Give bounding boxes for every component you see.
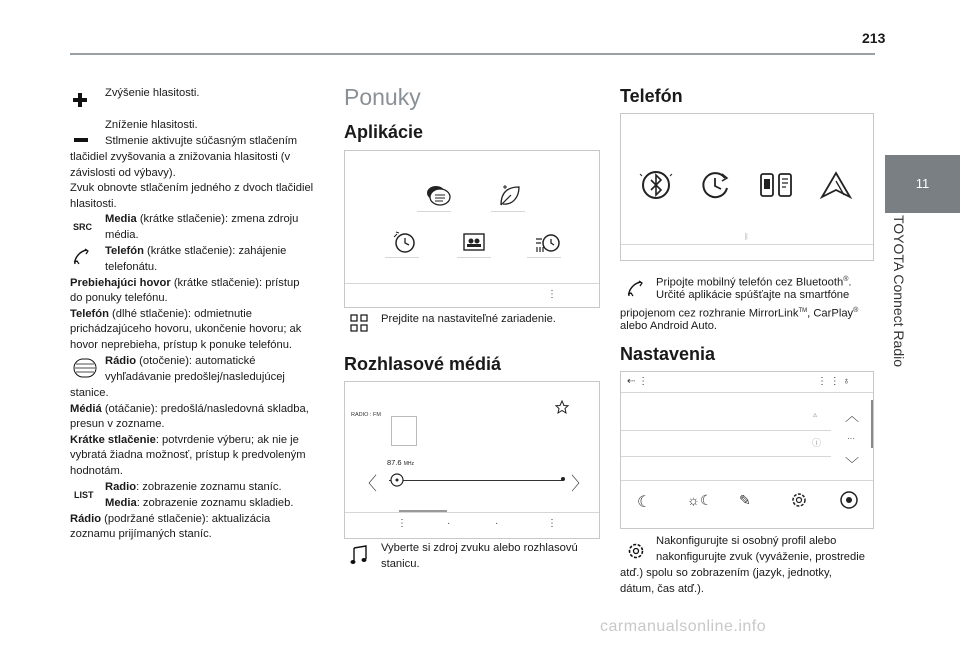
tel-desc-line1: Pripojte mobilný telefón cez Bluetooth®.: [656, 276, 852, 289]
radio-desc-line2: stanicu.: [381, 558, 420, 570]
radio-desc-line1: Vyberte si zdroj zvuku alebo rozhlasovú: [381, 542, 578, 554]
src-line2: média.: [105, 229, 139, 241]
phone-screen: [620, 113, 874, 261]
set-desc-line3: atď.) spolu so zobrazením (jazyk, jednotky,: [620, 567, 832, 579]
footer-menu-2[interactable]: ⋮: [547, 518, 557, 529]
settings-gear-icon[interactable]: [789, 490, 809, 515]
chapter-title: TOYOTA Connect Radio: [891, 215, 907, 367]
grid-icon: [350, 314, 368, 337]
list-line2: Media: zobrazenie zoznamu skladieb.: [105, 497, 294, 509]
eco-leaf-icon[interactable]: [495, 183, 523, 214]
gear-icon: [626, 541, 646, 566]
kr-line3: hodnotám.: [70, 465, 123, 477]
rad-line3: stanice.: [70, 387, 109, 399]
warning-icon: ▵: [813, 410, 818, 419]
vol-down-line1: Zníženie hlasitosti.: [105, 119, 198, 131]
vol-up-text: Zvýšenie hlasitosti.: [105, 87, 200, 99]
screen-footer-line: [621, 244, 873, 245]
phone-icon: [72, 248, 90, 271]
footer-dot-2[interactable]: ·: [495, 518, 499, 529]
scrollbar[interactable]: [871, 400, 873, 448]
mute-line2: závislosti od výbavy).: [70, 167, 176, 179]
day-night-icon[interactable]: ☼☾: [687, 492, 713, 508]
tel-line1: Telefón (krátke stlačenie): zahájenie: [105, 245, 287, 257]
apps-description: Prejdite na nastaviteľné zariadenie.: [381, 313, 556, 325]
tel-line2: telefonátu.: [105, 261, 158, 273]
set-desc-line2: nakonfigurujte zvuk (vyváženie, prostredie: [656, 551, 865, 563]
list-label: LIST: [74, 490, 94, 500]
rp-line2: zoznamu prijímaných staníc.: [70, 528, 212, 540]
mute-line4: hlasitosti.: [70, 198, 117, 210]
android-auto-icon[interactable]: [819, 170, 853, 205]
plus-icon: [72, 92, 88, 113]
bluetooth-status-icon: ᛒ: [744, 232, 749, 241]
more-options-icon[interactable]: ⋮: [547, 289, 557, 300]
mute-line3: Zvuk obnovte stlačením jedného z dvoch tlačidiel: [70, 182, 314, 194]
apps-screen: [344, 150, 600, 308]
recent-calls-icon[interactable]: [699, 168, 733, 207]
music-note-icon: [350, 545, 368, 570]
tl-line1: Telefón (dlhé stlačenie): odmietnutie: [70, 308, 252, 320]
heading-rozhlas: Rozhlasové médiá: [344, 354, 502, 374]
kr-line2: vybratá žiadna možnosť, prístup k predvoleným: [70, 449, 306, 461]
watermark: carmanualsonline.info: [600, 618, 767, 635]
rad-line2: vyhľadávanie predošlej/nasledujúcej: [105, 371, 285, 383]
profile-icon[interactable]: ✎: [739, 492, 751, 508]
tel-desc-line4: alebo Android Auto.: [620, 320, 718, 332]
footer-dot-1[interactable]: ·: [447, 518, 451, 529]
climate-clock-icon[interactable]: [533, 229, 561, 260]
ellipsis-icon: ···: [847, 434, 855, 443]
separator: [417, 211, 451, 212]
set-desc-line4: dátum, čas atď.).: [620, 583, 704, 595]
minus-icon: [74, 130, 88, 148]
rad-line1: Rádio (otočenie): automatické: [105, 355, 256, 367]
med-line2: presun v zozname.: [70, 418, 165, 430]
screen-footer-line: [345, 512, 599, 513]
page-number: 213: [862, 30, 886, 46]
tel-desc-line3: pripojenom cez rozhranie MirrorLink™, CarPlay®: [620, 307, 859, 320]
star-icon[interactable]: [555, 400, 569, 419]
mute-line1: tlačidiel zvyšovania a znižovania hlasitosti (v: [70, 151, 291, 163]
next-station-button[interactable]: 〉: [571, 474, 589, 494]
pb-line1: Prebiehajúci hovor (krátke stlačenie): prístup: [70, 277, 300, 289]
bluetooth-icon[interactable]: [639, 168, 673, 207]
chapter-title-vertical: [891, 215, 925, 475]
set-desc-line1: Nakonfigurujte si osobný profil alebo: [656, 535, 837, 547]
active-tab-indicator: [399, 510, 447, 512]
rotary-knob-icon: [73, 357, 97, 384]
vol-down-line2: Stlmenie aktivujte súčasným stlačením: [105, 135, 298, 147]
separator: [385, 257, 419, 258]
heading-nastavenia: Nastavenia: [620, 344, 716, 364]
privacy-icon[interactable]: [839, 490, 859, 515]
src-line1: Media (krátke stlačenie): zmena zdroju: [105, 213, 299, 225]
tuner-slider-handle[interactable]: [390, 473, 404, 492]
frequency-readout: 87.6 MHz: [387, 458, 414, 467]
row-line-2: [621, 456, 831, 457]
tuner-end-dot: [561, 477, 565, 481]
kr-line1: Krátke stlačenie: potvrdenie výberu; ak nie je: [70, 434, 299, 446]
radio-band-label: RADIO : FM: [351, 412, 381, 418]
heading-telefon: Telefón: [620, 86, 683, 106]
separator: [527, 257, 561, 258]
prev-station-button[interactable]: 〈: [359, 474, 377, 494]
separator: [491, 211, 525, 212]
list-line1: Radio: zobrazenie zoznamu staníc.: [105, 481, 282, 493]
rp-line1: Rádio (podržané stlačenie): aktualizácia: [70, 513, 271, 525]
pb-line2: do ponuky telefónu.: [70, 292, 168, 304]
row-line-3: [621, 480, 873, 481]
tel-desc-line2: Určité aplikácie spúšťajte na smartfóne: [656, 289, 850, 301]
src-label: SRC: [73, 222, 93, 232]
row-line-1: [621, 430, 831, 431]
tuner-slider-track[interactable]: [389, 480, 563, 481]
med-line1: Médiá (otáčanie): predošlá/nasledovná skladba,: [70, 403, 309, 415]
scroll-up-icon[interactable]: ︿: [845, 408, 859, 424]
menu-icon[interactable]: ⋮ ⋮ ♁: [817, 376, 851, 387]
phone-icon-2: [626, 280, 644, 303]
chapter-tab[interactable]: 11: [885, 155, 960, 213]
station-logo-placeholder: [391, 416, 417, 446]
section-title-ponuky: Ponuky: [344, 84, 421, 110]
connected-services-icon[interactable]: [423, 183, 453, 214]
screen-footer-line: [345, 283, 599, 284]
back-arrow-icon[interactable]: ⇠ ⋮: [627, 376, 649, 387]
footer-menu-1[interactable]: ⋮: [397, 518, 407, 529]
scroll-down-icon[interactable]: ﹀: [845, 456, 859, 472]
info-icon: ⓘ: [812, 438, 822, 448]
header-rule: [70, 53, 875, 55]
header-line: [621, 392, 873, 393]
night-mode-icon[interactable]: ☾: [637, 494, 652, 511]
heading-aplikacie: Aplikácie: [344, 122, 424, 142]
separator: [457, 257, 491, 258]
tl-line3: hovor neprebieha, prístup k ponuke telefónu.: [70, 339, 293, 351]
radio-screen: [344, 381, 600, 539]
mirrorlink-icon[interactable]: [759, 170, 793, 205]
timer-settings-icon[interactable]: [391, 229, 417, 260]
contacts-card-icon[interactable]: [463, 231, 485, 258]
tl-line2: prichádzajúceho hovoru, ukončenie hovoru; ak: [70, 323, 302, 335]
settings-screen: [620, 371, 874, 529]
